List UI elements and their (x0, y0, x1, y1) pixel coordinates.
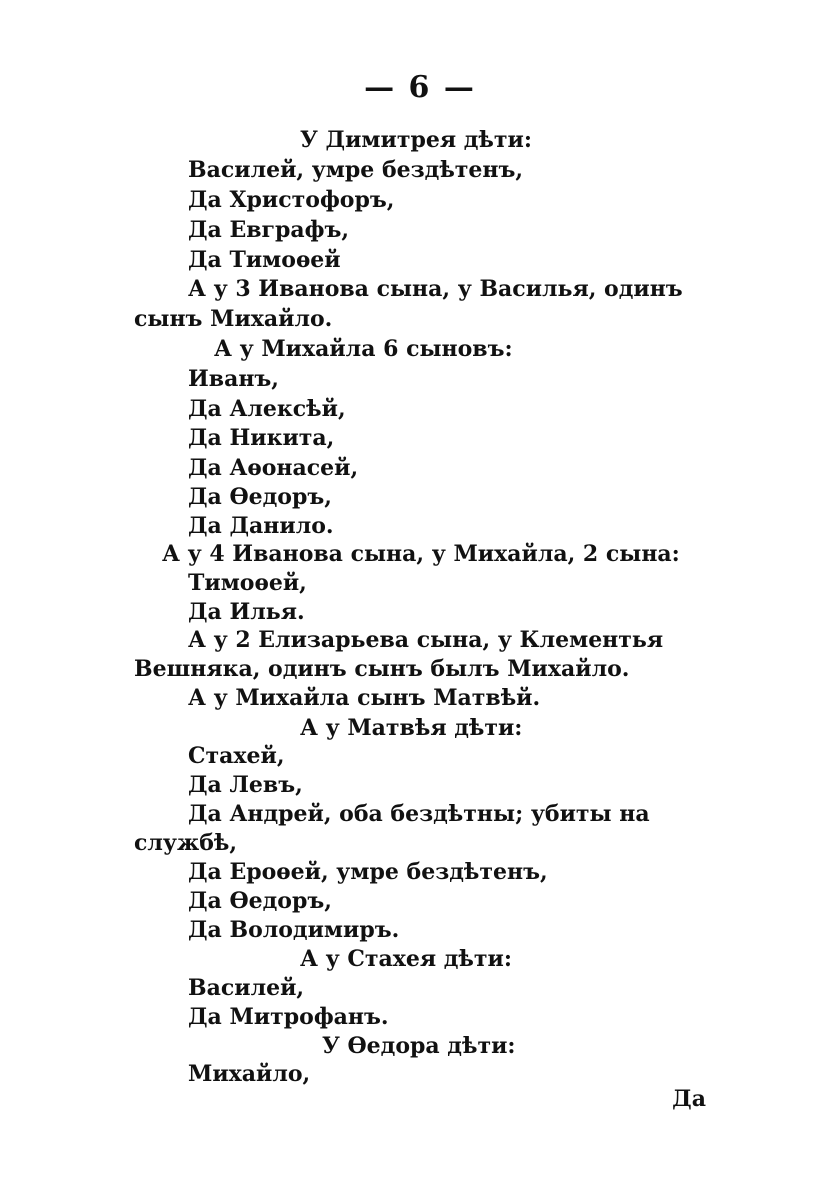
text-line (188, 275, 698, 303)
text-line: Вешняка, одинъ сынъ былъ Михайло. (134, 656, 630, 682)
text-line: Да Ѳедоръ, (188, 888, 332, 914)
text-line: А у Михайла 6 сыновъ: (214, 336, 513, 362)
text-line: Да Володимиръ. (188, 917, 400, 943)
page-number: — 6 — (364, 70, 476, 105)
text-line: Да Аѳонасей, (188, 455, 359, 481)
catchword: Да (672, 1086, 706, 1112)
text-line: Михайло, (188, 1061, 311, 1087)
text-segment: А у 3 Иванова сына, у Василья, одинъ (188, 276, 683, 302)
text-line: А у Стахея дѣти: (300, 946, 512, 972)
text-line: Да Христофоръ, (188, 187, 395, 213)
text-line: Тимоѳей, (188, 570, 307, 596)
text-line: У Ѳедора дѣти: (322, 1033, 516, 1059)
text-line: У Димитрея дѣти: (300, 127, 532, 153)
text-line: службѣ, (134, 830, 238, 856)
text-line: сынъ Михайло. (134, 306, 333, 332)
text-line: А у Матвѣя дѣти: (300, 715, 523, 741)
text-line: Василей, (188, 975, 305, 1001)
text-line: Да Никита, (188, 425, 335, 451)
text-line: Да Митрофанъ. (188, 1004, 389, 1030)
text-line: А у 2 Елизарьева сына, у Клементья (188, 627, 664, 653)
text-line: Да Ероѳей, умре бездѣтенъ, (188, 859, 548, 885)
text-line: Да Алексѣй, (188, 396, 346, 422)
text-line: Да Левъ, (188, 772, 303, 798)
text-line: Стахей, (188, 743, 285, 769)
text-line: Да Тимоѳей (188, 247, 341, 273)
text-line: А у 4 Иванова сына, у Михайла, 2 сына: (162, 541, 680, 567)
text-line: Да Андрей, оба бездѣтны; убиты на (188, 801, 650, 827)
text-line: А у Михайла сынъ Матвѣй. (188, 685, 541, 711)
text-line: Василей, умре бездѣтенъ, (188, 157, 524, 183)
text-line: Да Данило. (188, 513, 334, 539)
text-line: Да Илья. (188, 599, 305, 625)
text-line: Да Ѳедоръ, (188, 484, 332, 510)
text-line: Иванъ, (188, 366, 279, 392)
text-line: Да Евграфъ, (188, 217, 350, 243)
